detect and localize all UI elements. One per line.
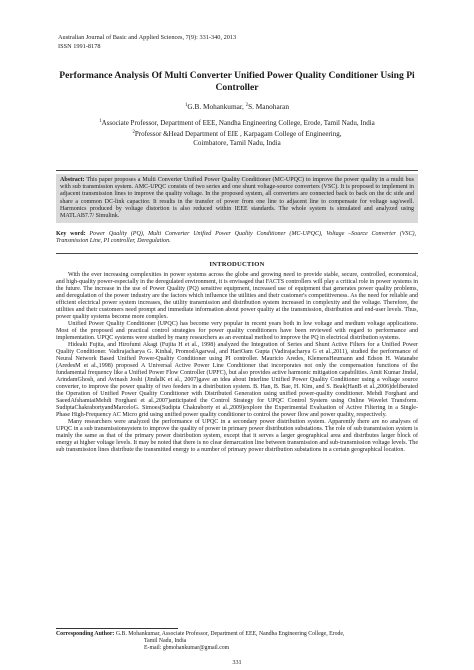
keywords-text: Power Quality (PQ), Multi Converter Unified Power Quality Conditioner (MC-UPQC), Voltage –Source Converter (VSC), Transmission Line, PI controller, Deregulation. — [56, 231, 417, 245]
corresponding-author — [56, 631, 418, 652]
author1-superscript: 1 — [184, 103, 188, 108]
intro-paragraph-4: Many researchers were analyzed the performance of UPQC in a secondary power distribution system. Apparently there are no analyses of UPQC in a sub transmissionsystem to improve the quality of power in primary power distribution substations. The role of sub transmission system is mainly the same as that of the primary power distribution system, except that it serves a larger geographical area and distributes larger block of energy at higher voltage levels. It may be noted that there is no clear demarcation line between transmission and sub-transmission voltage levels. The sub transmission lines distribute the transmitted energy to a number of primary power distribution substations in a certain geographical location. — [56, 419, 418, 453]
abstract-text: This paper proposes a Multi Converter Unified Power Quality Conditioner (MC-UPQC) to improve the power quality in a multi bus with sub transmission system. AMC-UPQC consists of two series and one shunt voltage-source converters (VSC). It is proposed to implement in adjacent transmission lines to improve the quality voltage. In the proposed system, all converters are connected back to back on the dc side and share a common DC-link capacitor. It results in the transfer of power from one line to adjacent line to compensate for voltage sag/swell. Harmonics produced by voltage distortion is also reduced within IEEE standards. The whole system is simulated and analyzed using MATLAB7.7/ Simulink. — [60, 177, 414, 220]
author-list — [0, 101, 474, 111]
corresponding-label: Corresponding Author: — [56, 631, 115, 637]
journal-citation: Australian Journal of Basic and Applied Sciences, 7(9): 331-340, 2013 — [58, 34, 237, 41]
affiliation-2 — [0, 128, 474, 139]
affiliation1-superscript: 1 — [99, 119, 102, 124]
affiliation2-superscript: 2 — [132, 130, 135, 136]
affiliation1-text: Associate Professor, Department of EEE, Nandha Engineering College, Erode, Tamil Nadu, India — [101, 119, 375, 127]
affiliation-2-city: Coimbatore, Tamil Nadu, India — [193, 139, 281, 148]
corresponding-email: E-mail: gbmohankumar@gmail.com — [144, 645, 230, 651]
abstract-box — [56, 174, 418, 223]
footnote-rule — [56, 628, 178, 629]
keywords-label: Key word: — [56, 231, 86, 237]
keywords-bottom-rule — [56, 253, 418, 254]
journal-header — [58, 33, 236, 51]
corresponding-line-1 — [56, 631, 418, 638]
introduction-heading: INTRODUCTION — [209, 261, 265, 268]
intro-paragraph-2: Unified Power Quality Conditioner (UPQC) has become very popular in recent years both in low voltage and medium voltage applications. Most of the proposed and practical control strategies for power quality conditioners have been reviewed with regard to performance and implementation. UPQC systems were studied by many researchers as an eventual method to improve the PQ in electrical distribution systems. — [56, 321, 418, 341]
intro-paragraph-1: With the ever increasing complexities in power systems across the globe and growing need to provide stable, secure, controlled, economical, and high-quality power-especially in the deregulated environment, it is envisaged that FACTS controllers will play a critical role in power systems in the future. The increase in the use of Power Quality (PQ) sensitive equipment, increased use of equipment that generates power quality problems, and deregulation of the power industry are the factors which influence the utilities and their customer's competitiveness. As the need for reliable and efficient electrical power system increases, the utility transmission and distribution system increased in complexity and the voltage. Therefore, the utilities and their customers need prompt and immediate information about power quality at the transmission, distribution and end-user levels. Thus, power quality systems become more complex. — [56, 272, 418, 320]
author2-superscript: 2 — [245, 103, 249, 108]
author1-name: G.B. Mohankumar, — [187, 102, 244, 111]
paper-title: Performance Analysis Of Multi Converter Unified Power Quality Conditioner Using Pi Controller — [59, 70, 415, 93]
abstract-label: Abstract: — [60, 177, 85, 183]
introduction-body — [56, 272, 418, 454]
abstract-top-rule — [56, 170, 418, 171]
corresponding-location: Tamil Nadu, India — [144, 638, 187, 644]
affiliation-1 — [0, 117, 474, 128]
affiliations — [0, 117, 474, 149]
intro-paragraph-3: Hideaki Fujita, and Hirofumi Akagi (Fujita H et al., 1998) analyzed the Integration of Series and Shunt Active Filters for a Unified Power Quality Conditioner. Vadirajacharya G. Kinhal, PromodAgarwal, and HariOam Gupta (Vadirajacharya G et al.,2011), studied the performance of Neural Network Based Unified Power-Quality Conditioner using PI controller. Mauricio Aredes, KlemensHeumann and Edson H. Watanabe (AredesM et al.,1998) proposed A Universal Active Power Line Conditioner that incorporates not only the compensation functions of the fundamental frequency like a Unified Power Flow Controller (UPFC), but also provides active harmonic mitigation capabilities. Amit Kumar Jindal, ArindamGhosh, and Avinash Joshi (JindalK et al., 2007)gave an idea about Interline Unified Power Quality Conditioner using a voltage source converter, to improve the power quality of two feeders in a distribution system. B. Han, B. Bae, H. Kim, and S. Beak(HanB et al.,2006)deliberated the Operation of Unified Power Quality Conditioner with Distributed Generation using unified power-quality conditioner. Mehdi Forghani and SaeedAfshamiaiMehdi Forghani et al.,2007)anticipated the Control Strategy for UPQC Control System using Online Wavelet Transform. SudiptaChakrabortyandMarceloG. Simoes(Sudipta Chakraborty et al.,2009)explore the Experimental Evaluation of Active Filtering in a Single-Phase High-Frequency AC Micro grid using unified power quality conditioner to control the power flow and power quality, respectively. — [56, 342, 418, 418]
page-number: 331 — [232, 659, 242, 666]
corresponding-details: G.B. Mohankumar, Associate Professor, Department of EEE, Nandha Engineering College, Erode, — [115, 631, 345, 637]
keywords — [56, 231, 416, 246]
author2-name: S. Manoharan — [248, 102, 290, 111]
journal-issn: ISSN 1991-8178 — [58, 43, 101, 50]
affiliation2-text: Professor &Head Department of EIE , Karpagam College of Engineering, — [134, 130, 342, 139]
